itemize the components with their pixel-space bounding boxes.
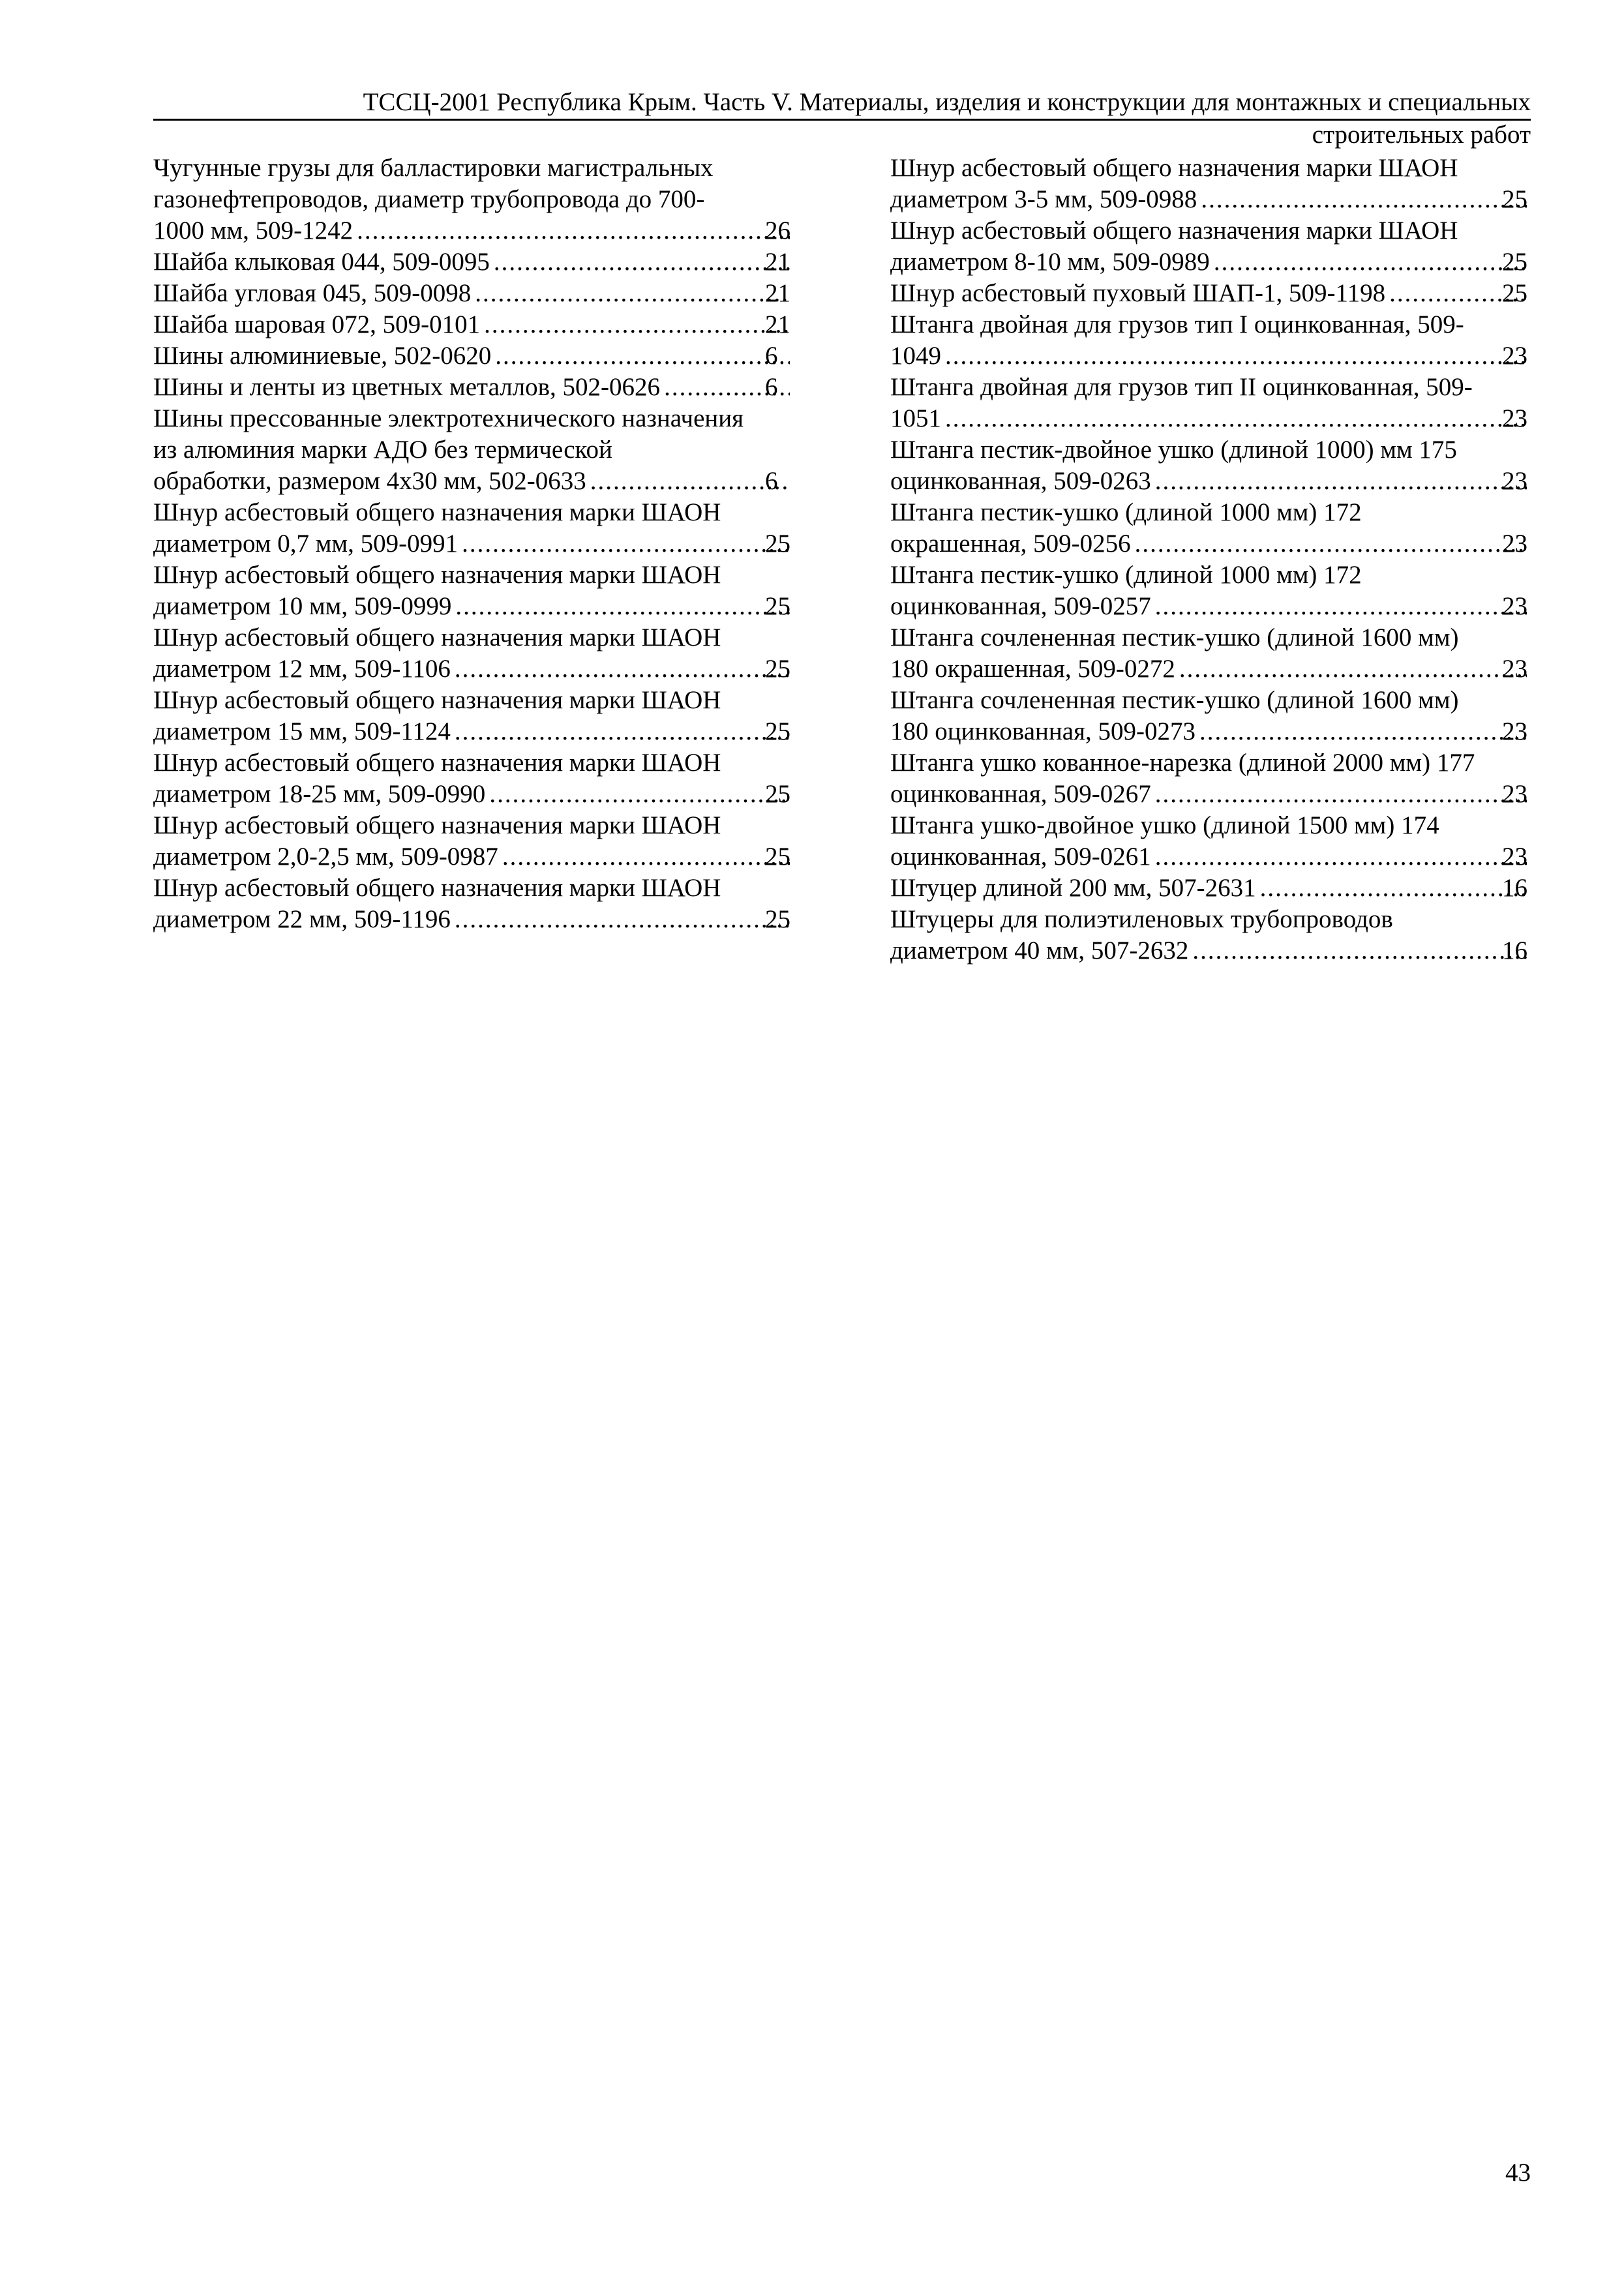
dot-leader <box>455 904 790 935</box>
index-entry <box>153 372 794 403</box>
index-entry-text: Шины и ленты из цветных металлов, 502-0626 <box>153 373 661 401</box>
index-entry-last-line: 1051 ..... 23 <box>919 403 1531 434</box>
dot-leader <box>502 841 790 873</box>
dot-leader <box>455 716 790 747</box>
index-entry-line: Шнур асбестовый общего назначения марки ШАОН <box>153 686 721 714</box>
index-entry <box>153 153 794 247</box>
running-header-line-1: ТССЦ-2001 Республика Крым. Часть V. Материалы, изделия и конструкции для монтажных и специальных <box>363 88 1531 116</box>
dot-leader <box>1214 247 1527 278</box>
index-entry-last-line: Шины и ленты из цветных металлов, 502-0626 ..... 6 <box>182 372 794 403</box>
index-entry-text: диаметром 2,0-2,5 мм, 509-0987 <box>153 843 498 871</box>
dot-leader <box>1155 779 1527 810</box>
index-entry-last-line: 1000 мм, 509-1242 ..... 26 <box>182 215 794 247</box>
index-entry-text: диаметром 18-25 мм, 509-0990 <box>153 780 486 808</box>
index-entry-line: Штанга пестик-двойное ушко (длиной 1000) мм 175 <box>890 436 1457 464</box>
index-entry-text: Штуцер длиной 200 мм, 507-2631 <box>890 874 1256 902</box>
dot-leader <box>494 247 790 278</box>
index-entry-last-line: диаметром 18-25 мм, 509-0990 ..... 25 <box>182 779 794 810</box>
index-entry <box>153 403 794 497</box>
index-entry-text: оцинкованная, 509-0261 <box>890 843 1151 871</box>
index-entry-line: Шнур асбестовый общего назначения марки ШАОН <box>153 623 721 651</box>
index-entry-line: Шнур асбестовый общего назначения марки ШАОН <box>153 874 721 902</box>
index-entry-line: Штуцеры для полиэтиленовых трубопроводов <box>890 905 1393 933</box>
index-entry-last-line: 1049 ..... 23 <box>919 340 1531 372</box>
index-entry <box>153 622 794 685</box>
index-column-right <box>890 153 1531 966</box>
index-entry <box>890 873 1531 904</box>
header-rule <box>153 119 1531 121</box>
dot-leader <box>1260 873 1527 904</box>
index-entry-last-line: диаметром 0,7 мм, 509-0991 ..... 25 <box>182 528 794 560</box>
index-entry-last-line: диаметром 10 мм, 509-0999 ..... 25 <box>182 591 794 622</box>
index-entry-text: оцинкованная, 509-0267 <box>890 780 1151 808</box>
index-entry-last-line: Шайба угловая 045, 509-0098 ..... 21 <box>182 278 794 309</box>
index-entry-line: Чугунные грузы для балластировки магистральных <box>153 154 714 182</box>
index-entry <box>890 372 1531 434</box>
index-entry <box>153 497 794 560</box>
index-entry-last-line: оцинкованная, 509-0261 ..... 23 <box>919 841 1531 873</box>
index-entry-line: Штанга ушко-двойное ушко (длиной 1500 мм) 174 <box>890 811 1439 839</box>
index-entry-line: Штанга двойная для грузов тип II оцинкованная, 509- <box>890 373 1473 401</box>
index-entry-text: Шайба клыковая 044, 509-0095 <box>153 248 490 276</box>
dot-leader <box>357 215 790 247</box>
index-entry <box>890 810 1531 873</box>
index-entry-line: Штанга сочлененная пестик-ушко (длиной 1600 мм) <box>890 623 1459 651</box>
index-entry-last-line: диаметром 12 мм, 509-1106 ..... 25 <box>182 653 794 685</box>
dot-leader <box>945 403 1527 434</box>
index-entry <box>890 309 1531 372</box>
index-entry <box>153 747 794 810</box>
index-entry-text: 180 окрашенная, 509-0272 <box>890 655 1175 683</box>
index-entry-text: Шайба шаровая 072, 509-0101 <box>153 310 481 338</box>
index-entry-text: обработки, размером 4х30 мм, 502-0633 <box>153 467 586 495</box>
dot-leader <box>1155 841 1527 873</box>
index-entry-last-line: диаметром 3-5 мм, 509-0988 ..... 25 <box>919 184 1531 215</box>
index-entry-text: 1000 мм, 509-1242 <box>153 217 353 245</box>
index-entry-last-line: оцинкованная, 509-0267 ..... 23 <box>919 779 1531 810</box>
index-entry-text: диаметром 40 мм, 507-2632 <box>890 936 1189 965</box>
index-entry-line: Штанга двойная для грузов тип I оцинкованная, 509- <box>890 310 1464 338</box>
index-entry-text: диаметром 22 мм, 509-1196 <box>153 905 451 933</box>
index-entry-last-line: Шнур асбестовый пуховый ШАП-1, 509-1198 ..... 25 <box>919 278 1531 309</box>
index-column-left <box>153 153 794 935</box>
dot-leader <box>475 278 790 309</box>
dot-leader <box>1179 653 1527 685</box>
dot-leader <box>590 466 790 497</box>
index-entry-last-line: Штуцер длиной 200 мм, 507-2631 ..... 16 <box>919 873 1531 904</box>
index-entry <box>153 810 794 873</box>
index-entry-text: 180 оцинкованная, 509-0273 <box>890 717 1196 745</box>
index-entry-last-line: оцинкованная, 509-0263 ..... 23 <box>919 466 1531 497</box>
index-entry-text: Шнур асбестовый пуховый ШАП-1, 509-1198 <box>890 279 1386 307</box>
index-entry-text: 1049 <box>890 342 941 370</box>
index-entry <box>153 873 794 935</box>
index-entry-text: диаметром 8-10 мм, 509-0989 <box>890 248 1210 276</box>
index-entry <box>890 904 1531 966</box>
index-entry-last-line: обработки, размером 4х30 мм, 502-0633 ..... 6 <box>182 466 794 497</box>
index-entry-line: Шины прессованные электротехнического назначения <box>153 404 744 432</box>
dot-leader <box>489 779 790 810</box>
index-entry <box>890 747 1531 810</box>
index-entry-line: Штанга пестик-ушко (длиной 1000 мм) 172 <box>890 561 1362 589</box>
dot-leader <box>1135 528 1527 560</box>
index-entry-text: Шайба угловая 045, 509-0098 <box>153 279 472 307</box>
index-entry-line: из алюминия марки АДО без термической <box>153 436 612 464</box>
index-entry-text: диаметром 15 мм, 509-1124 <box>153 717 451 745</box>
index-entry-last-line: диаметром 22 мм, 509-1196 ..... 25 <box>182 904 794 935</box>
index-entry-line: Шнур асбестовый общего назначения марки ШАОН <box>153 498 721 526</box>
index-entry <box>890 560 1531 622</box>
index-entry-line: Штанга ушко кованное-нарезка (длиной 2000 мм) 177 <box>890 749 1475 777</box>
index-entry-line: Штанга сочлененная пестик-ушко (длиной 1600 мм) <box>890 686 1459 714</box>
index-entry <box>890 497 1531 560</box>
index-entry <box>890 215 1531 278</box>
page-number: 43 <box>1505 2159 1531 2187</box>
index-entry <box>890 153 1531 215</box>
index-entry-text: Шины алюминиевые, 502-0620 <box>153 342 492 370</box>
index-entry-text: диаметром 10 мм, 509-0999 <box>153 592 452 620</box>
index-entry-line: Шнур асбестовый общего назначения марки ШАОН <box>890 154 1458 182</box>
index-entry <box>153 247 794 278</box>
index-entry-last-line: окрашенная, 509-0256 ..... 23 <box>919 528 1531 560</box>
index-entry-last-line: 180 окрашенная, 509-0272 ..... 23 <box>919 653 1531 685</box>
index-entry <box>153 685 794 747</box>
index-entry <box>153 560 794 622</box>
index-entry-line: Штанга пестик-ушко (длиной 1000 мм) 172 <box>890 498 1362 526</box>
index-entry-last-line: Шины алюминиевые, 502-0620 ..... 6 <box>182 340 794 372</box>
index-entry-line: Шнур асбестовый общего назначения марки ШАОН <box>153 749 721 777</box>
index-entry-last-line: 180 оцинкованная, 509-0273 ..... 23 <box>919 716 1531 747</box>
index-entry <box>890 622 1531 685</box>
dot-leader <box>1201 184 1527 215</box>
dot-leader <box>1155 591 1527 622</box>
dot-leader <box>495 340 790 372</box>
dot-leader <box>462 528 790 560</box>
index-entry-text: оцинкованная, 509-0257 <box>890 592 1151 620</box>
index-entry-text: оцинкованная, 509-0263 <box>890 467 1151 495</box>
index-entry-last-line: Шайба клыковая 044, 509-0095 ..... 21 <box>182 247 794 278</box>
index-entry-last-line: диаметром 2,0-2,5 мм, 509-0987 ..... 25 <box>182 841 794 873</box>
index-entry <box>890 278 1531 309</box>
index-entry-text: диаметром 12 мм, 509-1106 <box>153 655 451 683</box>
index-entry <box>153 278 794 309</box>
dot-leader <box>945 340 1527 372</box>
index-entry-last-line: оцинкованная, 509-0257 ..... 23 <box>919 591 1531 622</box>
dot-leader <box>1155 466 1527 497</box>
dot-leader <box>455 591 790 622</box>
index-entry <box>153 309 794 340</box>
index-entry-line: Шнур асбестовый общего назначения марки ШАОН <box>153 561 721 589</box>
index-entry-text: диаметром 0,7 мм, 509-0991 <box>153 530 459 558</box>
dot-leader <box>455 653 790 685</box>
index-entry-line: газонефтепроводов, диаметр трубопровода до 700- <box>153 185 705 213</box>
dot-leader <box>1199 716 1527 747</box>
index-entry-last-line: Шайба шаровая 072, 509-0101 ..... 21 <box>182 309 794 340</box>
index-entry-line: Шнур асбестовый общего назначения марки ШАОН <box>890 217 1458 245</box>
index-entry-line: Шнур асбестовый общего назначения марки ШАОН <box>153 811 721 839</box>
index-entry-text: окрашенная, 509-0256 <box>890 530 1131 558</box>
index-entry <box>890 434 1531 497</box>
dot-leader <box>484 309 790 340</box>
index-entry <box>890 685 1531 747</box>
index-entry-last-line: диаметром 40 мм, 507-2632 ..... 16 <box>919 935 1531 966</box>
running-header-line-2: строительных работ <box>1312 121 1531 149</box>
index-entry-last-line: диаметром 8-10 мм, 509-0989 ..... 25 <box>919 247 1531 278</box>
index-entry-text: 1051 <box>890 404 941 432</box>
dot-leader <box>1192 935 1527 966</box>
index-entry-last-line: диаметром 15 мм, 509-1124 ..... 25 <box>182 716 794 747</box>
index-entry-text: диаметром 3-5 мм, 509-0988 <box>890 185 1197 213</box>
index-entry <box>153 340 794 372</box>
